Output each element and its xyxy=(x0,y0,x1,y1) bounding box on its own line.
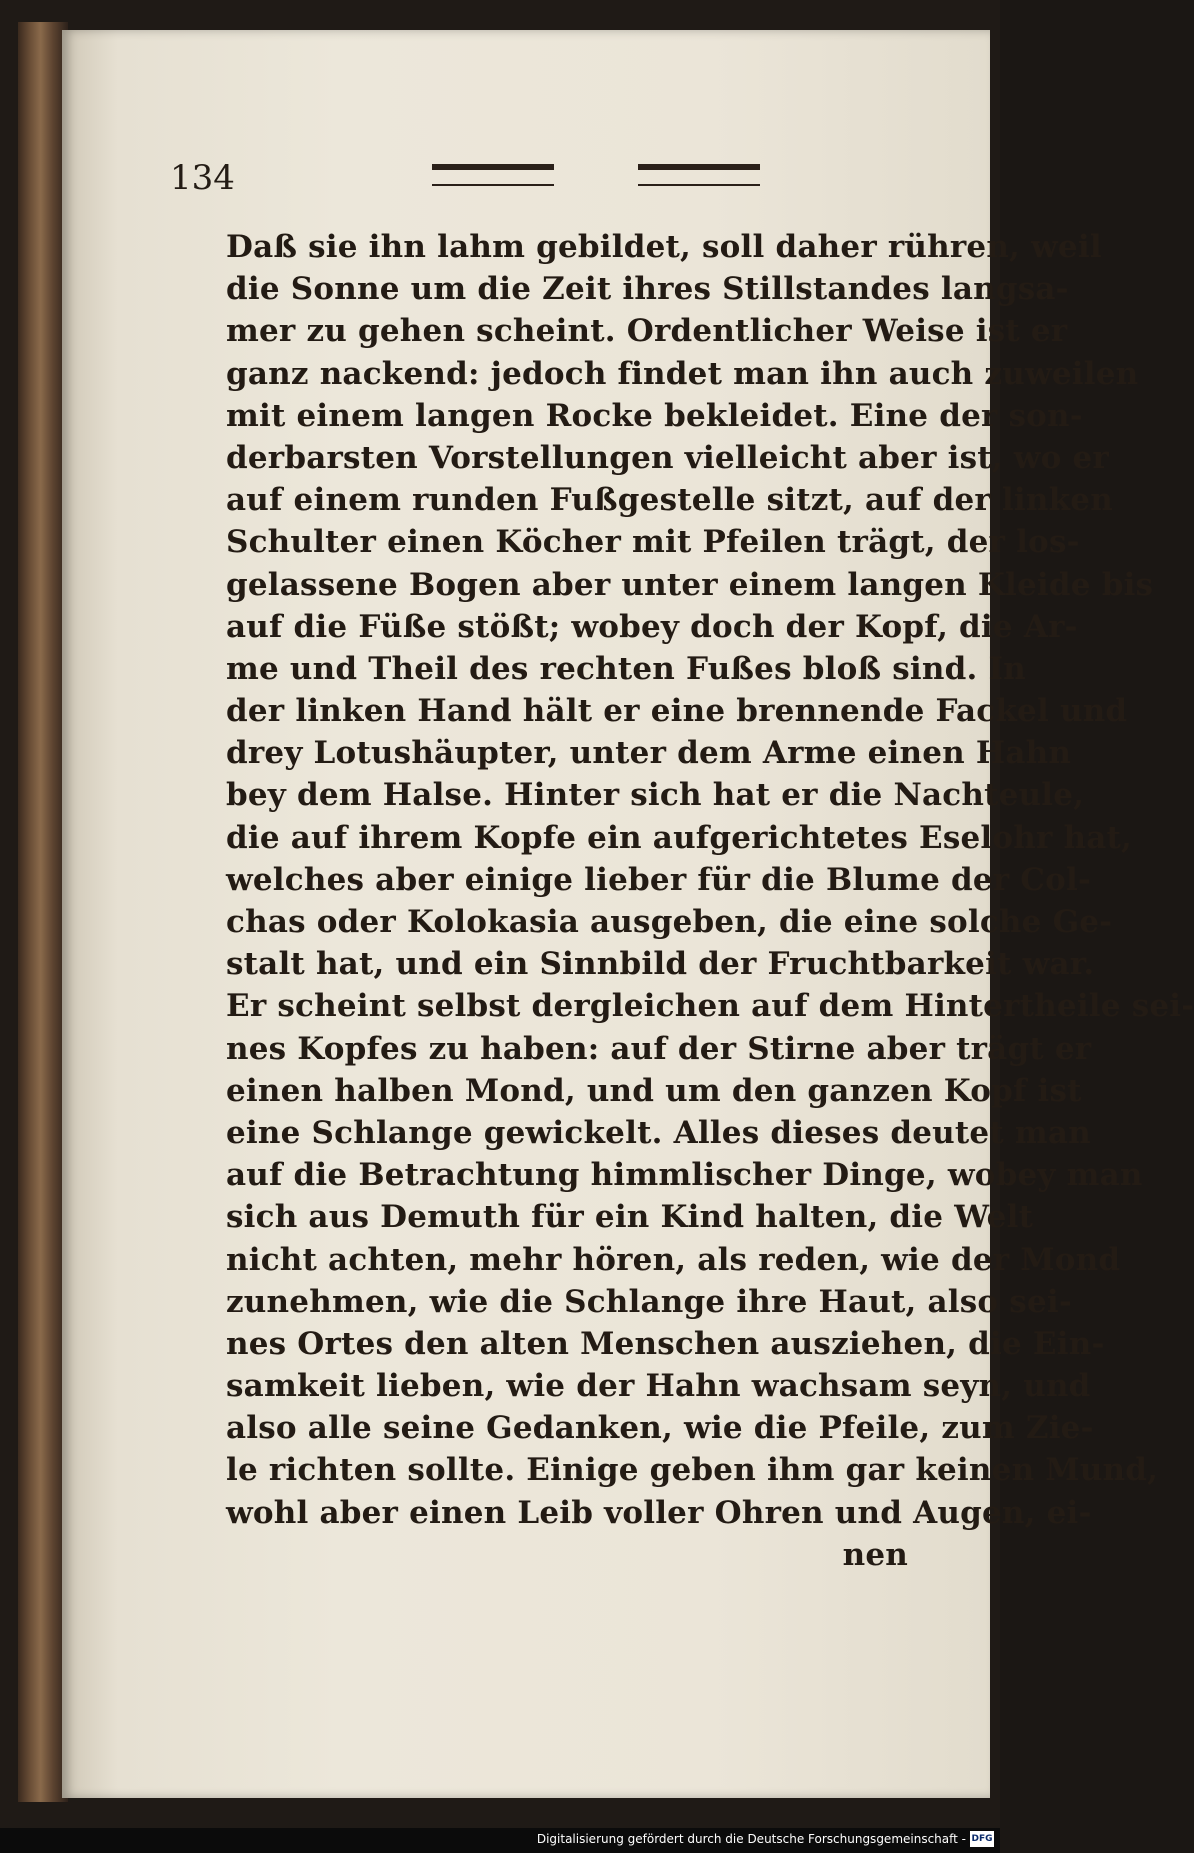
text-line: nes Kopfes zu haben: auf der Stirne aber trägt er xyxy=(226,1030,1092,1067)
text-line: welches aber einige lieber für die Blume der Col- xyxy=(226,861,1092,898)
text-line: die auf ihrem Kopfe ein aufgerichtetes Eselohr hat, xyxy=(226,819,1133,856)
text-line: samkeit lieben, wie der Hahn wachsam seyn, und xyxy=(226,1368,1091,1405)
text-line: sich aus Demuth für ein Kind halten, die Welt xyxy=(226,1199,1034,1236)
text-line: ganz nackend: jedoch findet man ihn auch zuweilen xyxy=(226,355,1139,392)
text-line: die Sonne um die Zeit ihres Stillstandes langsa- xyxy=(226,271,1069,308)
page-number: 134 xyxy=(170,158,235,198)
text-line: bey dem Halse. Hinter sich hat er die Nachteule, xyxy=(226,777,1085,814)
text-line: derbarsten Vorstellungen vielleicht aber ist, wo er xyxy=(226,439,1109,476)
text-line: Er scheint selbst dergleichen auf dem Hintertheile sei- xyxy=(226,988,1194,1025)
text-line: gelassene Bogen aber unter einem langen Kleide bis xyxy=(226,566,1154,603)
text-line: einen halben Mond, und um den ganzen Kopf ist xyxy=(226,1072,1082,1109)
catchword: nen xyxy=(842,1536,908,1573)
text-line: Schulter einen Köcher mit Pfeilen trägt, der los- xyxy=(226,524,1080,561)
text-line: wohl aber einen Leib voller Ohren und Augen, ei- xyxy=(226,1494,1092,1531)
header-ornament-right xyxy=(638,164,760,186)
text-line: auf die Betrachtung himmlischer Dinge, wobey man xyxy=(226,1157,1143,1194)
text-line: mit einem langen Rocke bekleidet. Eine der son- xyxy=(226,397,1083,434)
dfg-logo-icon: DFG xyxy=(970,1831,994,1847)
body-text xyxy=(226,226,1194,1576)
text-line: auf einem runden Fußgestelle sitzt, auf der linken xyxy=(226,482,1113,519)
text-line: Daß sie ihn lahm gebildet, soll daher rühren, weil xyxy=(226,229,1102,265)
text-line: nes Ortes den alten Menschen ausziehen, die Ein- xyxy=(226,1325,1105,1362)
header-ornament-left xyxy=(432,164,554,186)
book-spine-edge xyxy=(18,22,68,1802)
text-line: drey Lotushäupter, unter dem Arme einen Hahn xyxy=(226,735,1072,772)
text-line: chas oder Kolokasia ausgeben, die eine solche Ge- xyxy=(226,904,1113,940)
text-line: nicht achten, mehr hören, als reden, wie der Mond xyxy=(226,1241,1121,1278)
text-line: mer zu gehen scheint. Ordentlicher Weise ist er xyxy=(226,313,1068,350)
text-line: also alle seine Gedanken, wie die Pfeile, zum Zie- xyxy=(226,1410,1094,1447)
text-line: le richten sollte. Einige geben ihm gar keinen Mund, xyxy=(226,1452,1159,1489)
text-line: eine Schlange gewickelt. Alles dieses deutet man xyxy=(226,1114,1091,1151)
text-line: auf die Füße stößt; wobey doch der Kopf, die Ar- xyxy=(226,608,1078,645)
text-line: me und Theil des rechten Fußes bloß sind. In xyxy=(226,650,1026,687)
text-line: der linken Hand hält er eine brennende Fackel und xyxy=(226,693,1128,730)
text-line: zunehmen, wie die Schlange ihre Haut, also sei- xyxy=(226,1283,1072,1320)
funding-credit: Digitalisierung gefördert durch die Deutsche Forschungsgemeinschaft - xyxy=(536,1832,966,1846)
text-line: stalt hat, und ein Sinnbild der Fruchtbarkeit war. xyxy=(226,946,1095,983)
